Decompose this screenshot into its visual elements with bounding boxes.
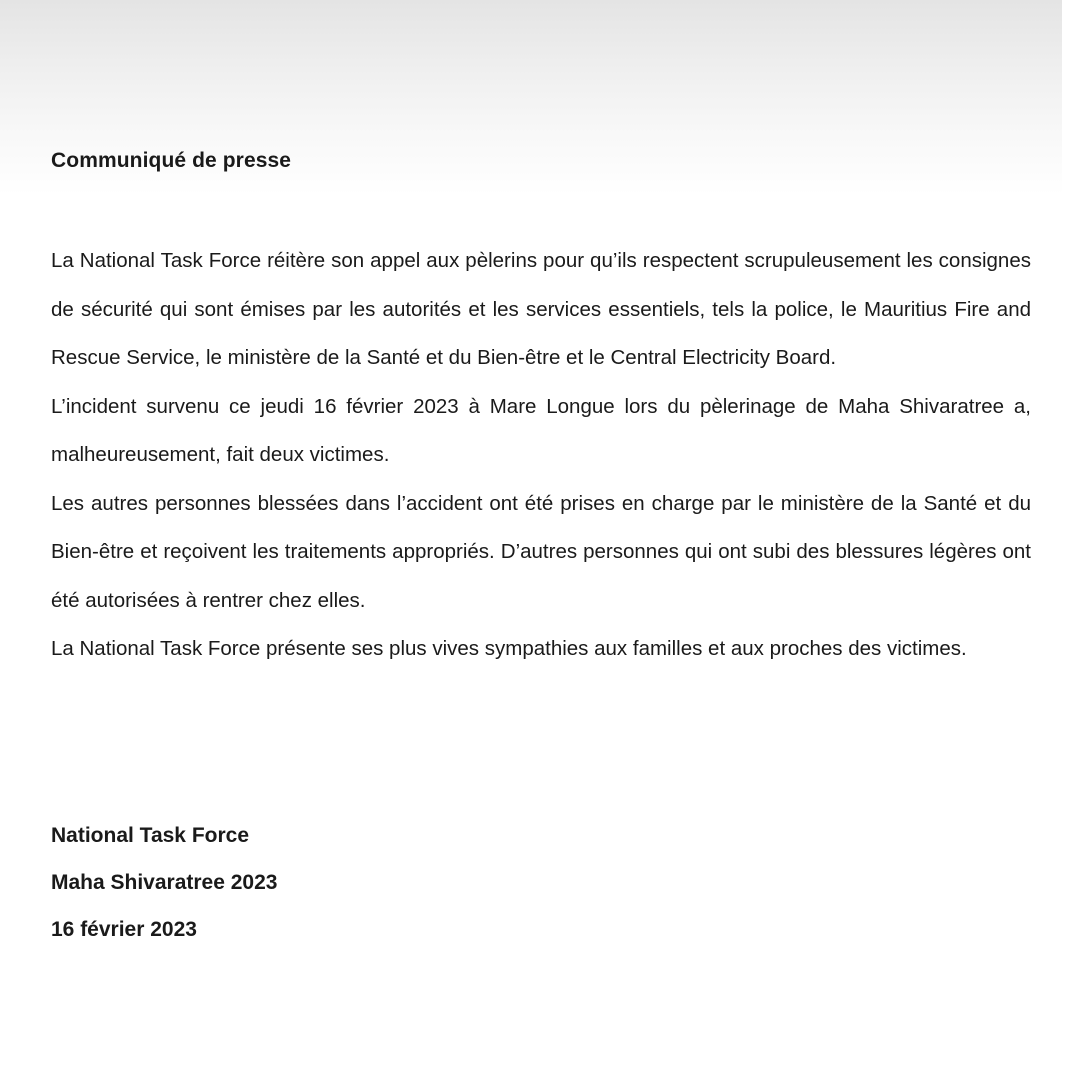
- paragraph-appeal: La National Task Force réitère son appel aux pèlerins pour qu’ils respectent scrupuleusement les consignes de sécurité qui sont émises par les autorités et les services essentiels, tels la police, le Mauritius Fire and Rescue Service, le ministère de la Santé et du Bien-être et le Central Electricity Board.: [51, 249, 1031, 369]
- signature-organization: National Task Force: [51, 824, 250, 847]
- signature-date: 16 février 2023: [51, 918, 197, 941]
- press-release-body: [51, 237, 1031, 674]
- paragraph-sympathies: La National Task Force présente ses plus vives sympathies aux familles et aux proches des victimes.: [51, 637, 967, 660]
- paragraph-injured: Les autres personnes blessées dans l’accident ont été prises en charge par le ministère de la Santé et du Bien-être et reçoivent les traitements appropriés. D’autres personnes qui ont subi des blessures légères ont été autorisées à rentrer chez elles.: [51, 491, 1031, 612]
- press-release-heading: Communiqué de presse: [51, 149, 292, 172]
- signature-event: Maha Shivaratree 2023: [51, 871, 278, 894]
- right-margin-strip: [1062, 0, 1080, 1080]
- signature-block: [51, 812, 277, 953]
- paragraph-incident: L’incident survenu ce jeudi 16 février 2023 à Mare Longue lors du pèlerinage de Maha Shivaratree a, malheureusement, fait deux victimes.: [51, 394, 1031, 466]
